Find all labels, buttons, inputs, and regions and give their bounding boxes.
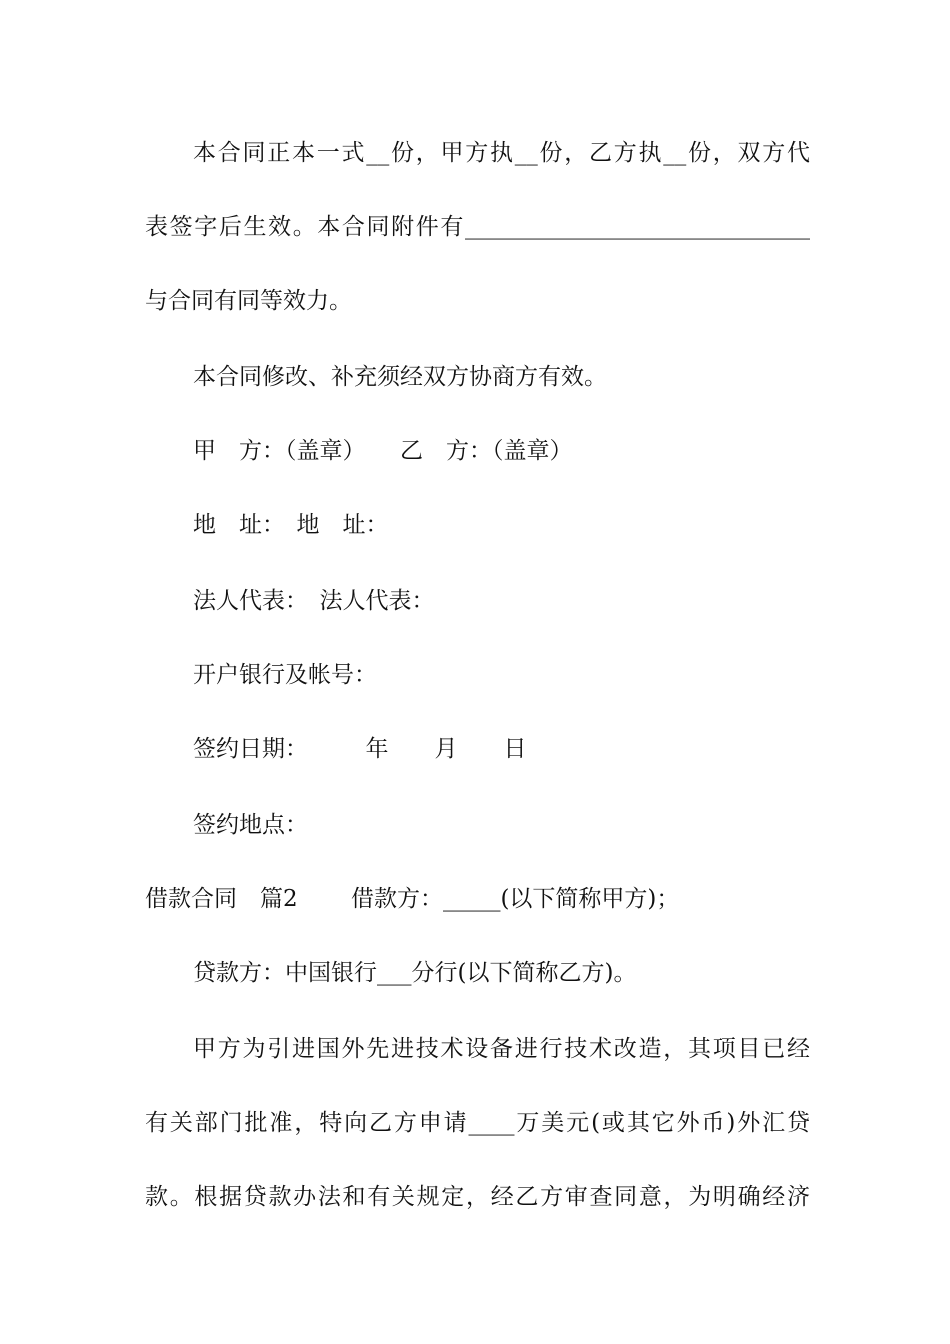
signing-date-line: 签约日期： 年 月 日 [193,736,527,762]
paragraph-line-4: 本合同修改、补充须经双方协商方有效。 [193,364,607,390]
bank-account-line: 开户银行及帐号： [193,662,377,688]
paragraph-line-1: 本合同正本一式__份，甲方执__份，乙方执__份，双方代 [193,140,810,166]
lender-line: 贷款方：中国银行___分行(以下简称乙方)。 [193,960,637,986]
signature-party-line: 甲 方：（盖章） 乙 方：（盖章） [193,438,573,464]
section-heading-line: 借款合同 篇2 借款方：_____(以下简称甲方)； [145,886,680,912]
signing-place-line: 签约地点： [193,812,308,838]
address-line: 地 址： 地 址： [193,512,389,538]
paragraph-line-3: 与合同有同等效力。 [145,288,352,314]
paragraph-line-2: 表签字后生效。本合同附件有______________________________ [145,214,810,240]
paragraph-line-14: 有关部门批准，特向乙方申请____万美元(或其它外币)外汇贷 [145,1110,810,1136]
paragraph-line-13: 甲方为引进国外先进技术设备进行技术改造，其项目已经 [193,1036,810,1062]
legal-rep-line: 法人代表： 法人代表： [193,588,435,614]
paragraph-line-15: 款。根据贷款办法和有关规定，经乙方审查同意，为明确经济 [145,1184,810,1210]
